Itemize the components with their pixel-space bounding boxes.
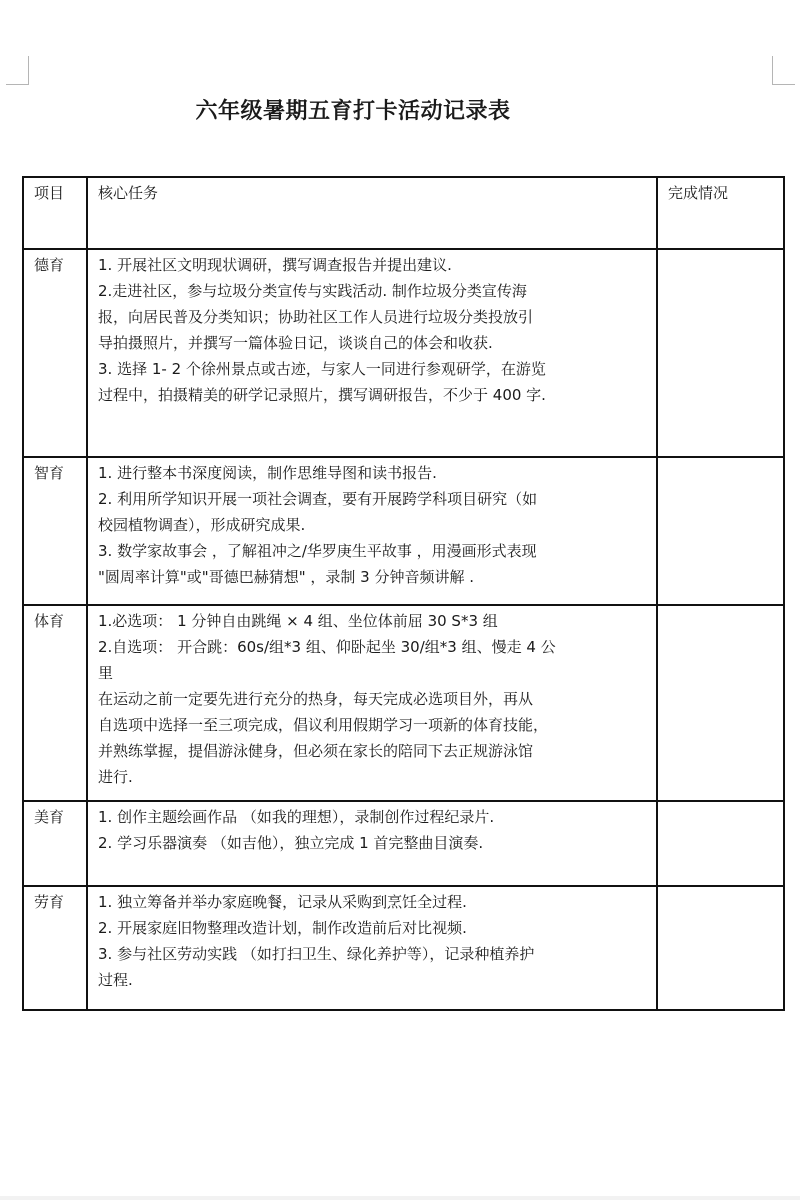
table-row [23,605,784,801]
row-item-label: 智育 [23,457,87,605]
row-tasks [87,605,657,801]
header-item: 项目 [23,177,87,249]
row-item-label: 美育 [23,801,87,886]
task-line: 1.必选项： 1 分钟自由跳绳 × 4 组、坐位体前屈 30 S*3 组 [98,612,498,630]
task-line: 1. 开展社区文明现状调研，撰写调查报告并提出建议. [98,256,452,274]
task-line: 导拍摄照片，并撰写一篇体验日记，谈谈自己的体会和收获. [98,334,493,352]
task-line: 进行. [98,768,133,786]
status-cell[interactable] [657,249,784,457]
task-line: 3. 参与社区劳动实践 （如打扫卫生、绿化养护等），记录种植养护 [98,945,535,963]
table-row [23,886,784,1010]
header-task: 核心任务 [87,177,657,249]
task-line: 在运动之前一定要先进行充分的热身，每天完成必选项目外，再从 [98,690,534,708]
status-cell[interactable] [657,605,784,801]
task-line: 报，向居民普及分类知识；协助社区工作人员进行垃圾分类投放引 [98,308,534,326]
document-title: 六年级暑期五育打卡活动记录表 [195,99,511,124]
status-cell[interactable] [657,886,784,1010]
table-row [23,457,784,605]
task-line: 1. 独立筹备并举办家庭晚餐，记录从采购到烹饪全过程. [98,893,467,911]
page-bottom-edge [0,1196,800,1200]
row-tasks [87,886,657,1010]
task-line: 2. 开展家庭旧物整理改造计划，制作改造前后对比视频. [98,919,467,937]
task-line: 2. 利用所学知识开展一项社会调查，要有开展跨学科项目研究（如 [98,490,538,508]
row-tasks [87,457,657,605]
task-line: 1. 创作主题绘画作品 （如我的理想），录制创作过程纪录片. [98,808,495,826]
row-tasks [87,801,657,886]
table-row [23,801,784,886]
table-header-row [23,177,784,249]
page-corner-mark-left [6,56,29,85]
task-line: 2. 学习乐器演奏 （如吉他），独立完成 1 首完整曲目演奏. [98,834,484,852]
task-line: 自选项中选择一至三项完成，倡议利用假期学习一项新的体育技能， [98,716,549,734]
header-status: 完成情况 [657,177,784,249]
page-corner-mark-right [772,56,795,85]
task-line: 1. 进行整本书深度阅读，制作思维导图和读书报告. [98,464,437,482]
task-line: 里 [98,664,114,682]
task-line: "圆周率计算"或"哥德巴赫猜想" ，录制 3 分钟音频讲解 . [98,568,474,586]
record-table [22,176,785,1011]
task-line: 并熟练掌握，提倡游泳健身，但必须在家长的陪同下去正规游泳馆 [98,742,534,760]
status-cell[interactable] [657,801,784,886]
row-item-label: 德育 [23,249,87,457]
task-line: 3. 数学家故事会 ，了解祖冲之/华罗庚生平故事 ，用漫画形式表现 [98,542,537,560]
row-tasks [87,249,657,457]
task-line: 3. 选择 1- 2 个徐州景点或古迹，与家人一同进行参观研学，在游览 [98,360,546,378]
task-line: 过程中，拍摄精美的研学记录照片，撰写调研报告，不少于 400 字. [98,386,546,404]
task-line: 过程. [98,971,133,989]
status-cell[interactable] [657,457,784,605]
table-row [23,249,784,457]
task-line: 校园植物调查），形成研究成果. [98,516,306,534]
task-line: 2.自选项： 开合跳：60s/组*3 组、仰卧起坐 30/组*3 组、慢走 4 公 [98,638,556,656]
row-item-label: 劳育 [23,886,87,1010]
task-line: 2.走进社区，参与垃圾分类宣传与实践活动. 制作垃圾分类宣传海 [98,282,527,300]
row-item-label: 体育 [23,605,87,801]
